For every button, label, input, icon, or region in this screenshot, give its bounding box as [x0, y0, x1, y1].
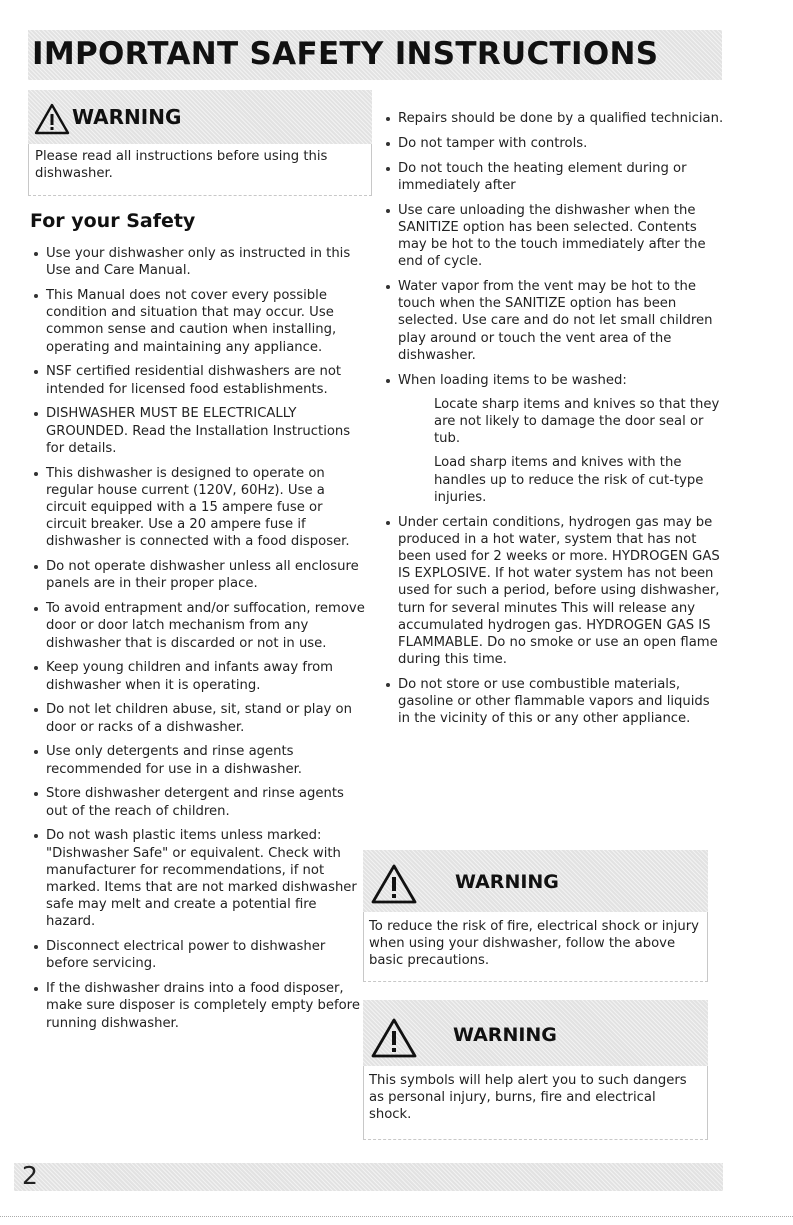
page-number: 2 [22, 1161, 38, 1190]
left-column [32, 245, 367, 1039]
warning-label: WARNING [72, 105, 182, 129]
warning-label: WARNING [455, 871, 559, 893]
list-item: Do not operate dishwasher unless all enclosure panels are in their proper place. [32, 558, 367, 592]
list-item: NSF certified residential dishwashers are not intended for licensed food establishments. [32, 363, 367, 397]
footer-banner [14, 1163, 723, 1191]
list-item: Use care unloading the dishwasher when the SANITIZE option has been selected. Contents may be hot to the touch immediately after the end of cycle. [384, 202, 724, 271]
title-banner [28, 30, 722, 80]
list-item: If the dishwasher drains into a food disposer, make sure disposer is completely empty before running dishwasher. [32, 980, 367, 1032]
warning-text: Please read all instructions before using this dishwasher. [28, 144, 372, 196]
warning-label: WARNING [453, 1024, 557, 1046]
page-title: IMPORTANT SAFETY INSTRUCTIONS [32, 36, 659, 72]
loading-intro: When loading items to be washed: [398, 372, 627, 388]
list-item: Disconnect electrical power to dishwasher before servicing. [32, 938, 367, 972]
warning-text: This symbols will help alert you to such dangers as personal injury, burns, fire and electrical shock. [363, 1066, 708, 1140]
list-item: DISHWASHER MUST BE ELECTRICALLY GROUNDED. Read the Installation Instructions for details. [32, 405, 367, 457]
list-item: This dishwasher is designed to operate on regular house current (120V, 60Hz). Use a circuit equipped with a 15 ampere fuse or circuit breaker. Use a 20 ampere fuse if dishwasher is connected with a food disposer. [32, 465, 367, 551]
list-item: Water vapor from the vent may be hot to the touch when the SANITIZE option has been selected. Use care and do not let small children play around or touch the vent area of the dishwasher. [384, 278, 724, 364]
bottom-divider [0, 1216, 793, 1217]
warning-header [28, 90, 372, 144]
right-column [384, 110, 724, 735]
loading-subitem: Load sharp items and knives with the handles up to reduce the risk of cut-type injuries. [434, 455, 704, 505]
warning-triangle-icon [34, 103, 70, 135]
list-item: Do not touch the heating element during or immediately after [384, 160, 724, 194]
list-item: Use only detergents and rinse agents recommended for use in a dishwasher. [32, 743, 367, 777]
list-item: This Manual does not cover every possible condition and situation that may occur. Use common sense and caution when installing, operating and maintaining any appliance. [32, 287, 367, 356]
list-item: Do not let children abuse, sit, stand or play on door or racks of a dishwasher. [32, 701, 367, 735]
safety-list-right [384, 110, 724, 728]
section-heading: For your Safety [30, 210, 196, 232]
warning-box-read-instructions [28, 90, 372, 196]
warning-header [363, 1000, 708, 1066]
list-item-loading [384, 372, 724, 506]
warning-box-precautions [363, 850, 708, 982]
list-item: Do not wash plastic items unless marked: "Dishwasher Safe" or equivalent. Check with manufacturer for recommendations, if not marked. Items that are not marked dishwasher safe may melt and create a potential fire hazard. [32, 827, 367, 930]
warning-triangle-icon [371, 864, 417, 904]
list-item: Repairs should be done by a qualified technician. [384, 110, 724, 127]
warning-box-symbols [363, 1000, 708, 1140]
warning-text: To reduce the risk of fire, electrical shock or injury when using your dishwasher, follow the above basic precautions. [363, 912, 708, 982]
list-item: Keep young children and infants away from dishwasher when it is operating. [32, 659, 367, 693]
list-item: Do not store or use combustible materials, gasoline or other flammable vapors and liquids in the vicinity of this or any other appliance. [384, 676, 724, 728]
list-item: Use your dishwasher only as instructed in this Use and Care Manual. [32, 245, 367, 279]
loading-subitem: Locate sharp items and knives so that they are not likely to damage the door seal or tub. [434, 396, 720, 447]
list-item: Under certain conditions, hydrogen gas may be produced in a hot water, system that has not been used for 2 weeks or more. HYDROGEN GAS IS EXPLOSIVE. If hot water system has not been used for such a period, before using dishwasher, turn for several minutes This will release any accumulated hydrogen gas. HYDROGEN GAS IS FLAMMABLE. Do no smoke or use an open flame during this time. [384, 514, 724, 669]
list-item: Do not tamper with controls. [384, 135, 724, 152]
list-item: To avoid entrapment and/or suffocation, remove door or door latch mechanism from any dishwasher that is discarded or not in use. [32, 600, 367, 652]
safety-list-left [32, 245, 367, 1032]
warning-triangle-icon [371, 1018, 417, 1058]
warning-header [363, 850, 708, 912]
list-item: Store dishwasher detergent and rinse agents out of the reach of children. [32, 785, 367, 819]
